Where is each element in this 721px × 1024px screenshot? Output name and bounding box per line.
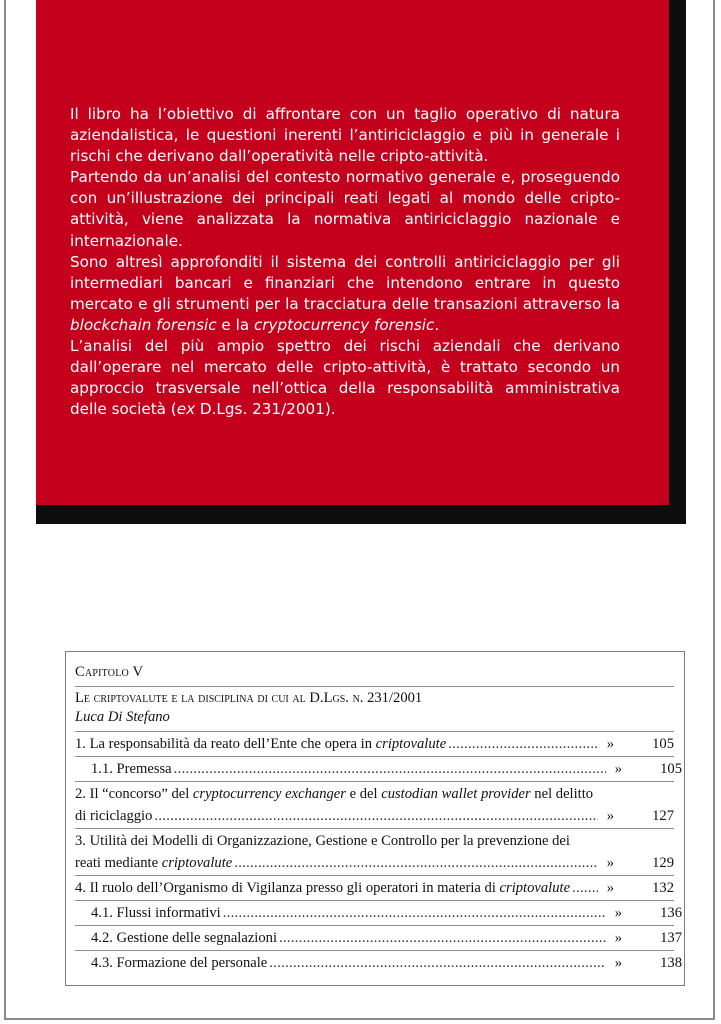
toc-entry[interactable]: 1.1. Premessa ..... » 105 [83,758,682,780]
description-paragraph-4: L’analisi del più ampio spettro dei rischi aziendali che derivano dall’operare nel mercato delle cripto-attività, è trattato secondo un approccio trasversale nell’ottica della responsabilità amministrativa delle società (ex D.Lgs. 231/2001). [70,337,620,419]
toc-entry[interactable]: 1. La responsabilità da reato dell’Ente che opera in criptovalute ..... » 105 [75,733,674,755]
divider [75,781,674,782]
toc-entry[interactable]: 2. Il “concorso” del cryptocurrency exchanger e del custodian wallet provider nel delitto di riciclaggio ..... » 127 [75,783,674,827]
toc-entry[interactable]: 4.1. Flussi informativi ..... » 136 [83,902,682,924]
table-of-contents [65,651,685,986]
page-number: 127 [652,808,674,824]
page-number: 138 [660,955,682,971]
toc-entry[interactable]: 4.2. Gestione delle segnalazioni ..... » 137 [83,927,682,949]
divider [75,756,674,757]
divider [75,731,674,732]
page-number: 129 [652,855,674,871]
page-number: 132 [652,880,674,896]
description-paragraph-2: Partendo da un’analisi del contesto normativo generale e, proseguendo con un’illustrazione dei principali reati legati al mondo delle cripto-attività, viene analizzata la normativa antiriciclaggio nazionale e internazionale. [70,168,620,250]
page-number: 105 [652,736,674,752]
divider [75,925,674,926]
page-number: 105 [660,761,682,777]
divider [75,900,674,901]
chapter-author: Luca Di Stefano [75,709,170,725]
page-number: 136 [660,905,682,921]
chapter-label: Capitolo V [75,664,144,680]
divider [75,828,674,829]
divider [75,950,674,951]
divider [75,875,674,876]
description-paragraph-3: Sono altresì approfonditi il sistema dei controlli antiriciclaggio per gli intermediari bancari e finanziari che intendono entrare in questo mercato e gli strumenti per la tracciatura delle transazioni attraverso la blockchain forensic e la cryptocurrency forensic. [70,252,620,334]
book-description [70,104,620,420]
toc-entry[interactable]: 3. Utilità dei Modelli di Organizzazione, Gestione e Controllo per la prevenzione dei reati mediante criptovalute ..... » 129 [75,830,674,874]
toc-entry[interactable]: 4.3. Formazione del personale ..... » 138 [83,952,682,974]
page-number: 137 [660,930,682,946]
divider [75,686,674,687]
description-paragraph-1: Il libro ha l’obiettivo di affrontare con un taglio operativo di natura aziendalistica, le questioni inerenti l’antiriciclaggio e più in generale i rischi che derivano dall’operatività nelle cripto-attività. [70,105,620,166]
toc-entry[interactable]: 4. Il ruolo dell’Organismo di Vigilanza presso gli operatori in materia di criptovalute ..... » 132 [75,877,674,899]
chapter-title: Le criptovalute e la disciplina di cui al D.Lgs. n. 231/2001 [75,690,423,706]
